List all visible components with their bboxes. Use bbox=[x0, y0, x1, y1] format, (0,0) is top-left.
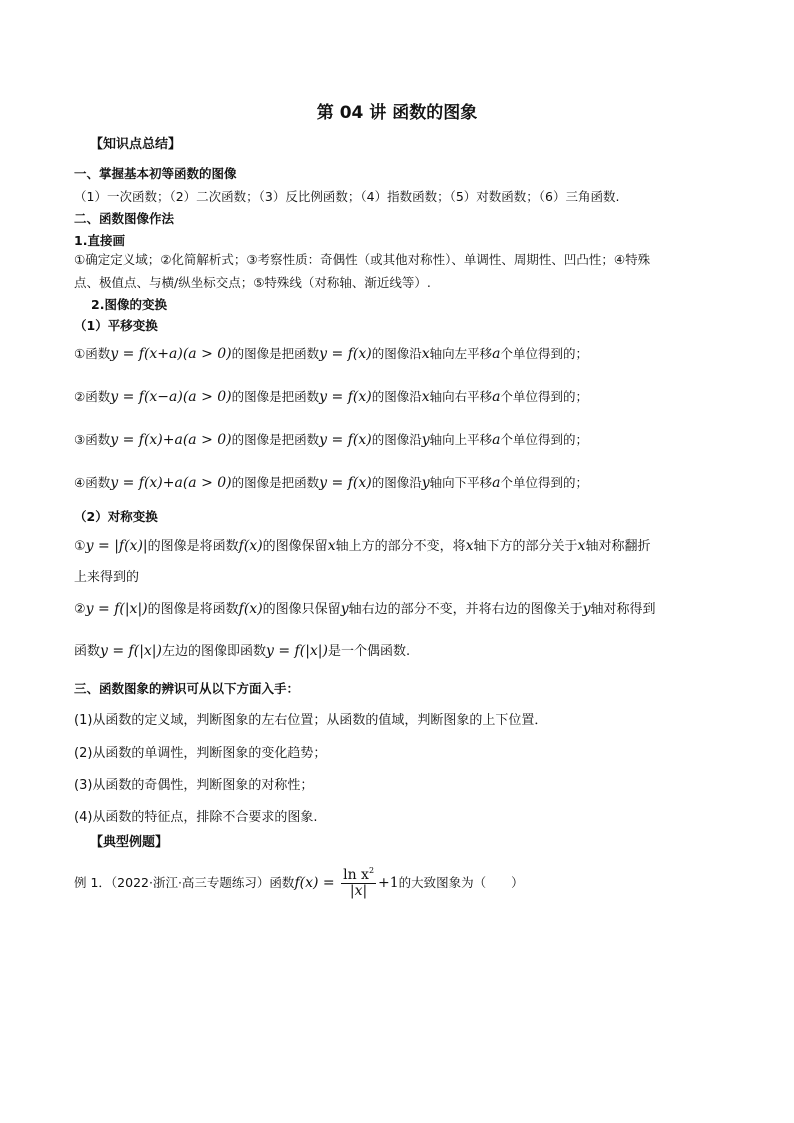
s3-item-3: (3)从函数的奇偶性，判断图象的对称性； bbox=[74, 778, 314, 793]
example-1: 例 1．（2022·浙江·高三专题练习）函数f(x) = $\frac{\ln x^2}{|x|}$ +1的大致图象为（ ） bbox=[74, 866, 524, 899]
s1-heading: 一、掌握基本初等函数的图像 bbox=[74, 166, 237, 181]
translation-item-4: ④函数y = f(x)+a(a > 0)的图像是把函数y = f(x)的图像沿y轴向下平移a个单位得到的； bbox=[74, 475, 589, 491]
s2-sub1-body-line2: 点、极值点、与横/纵坐标交点；⑤特殊线（对称轴、渐近线等）. bbox=[74, 275, 431, 290]
s3-item-4: (4)从函数的特征点，排除不合要求的图象. bbox=[74, 810, 318, 825]
s2-sub1: 1.直接画 bbox=[74, 233, 125, 248]
translation-item-3: ③函数y = f(x)+a(a > 0)的图像是把函数y = f(x)的图像沿y轴向上平移a个单位得到的； bbox=[74, 432, 589, 448]
translation-heading: （1）平移变换 bbox=[74, 318, 158, 333]
symmetry-item-1-line2: 上来得到的 bbox=[74, 570, 140, 585]
s3-item-1: (1)从函数的定义域，判断图象的左右位置；从函数的值域，判断图象的上下位置． bbox=[74, 713, 548, 728]
s2-sub2: 2.图像的变换 bbox=[91, 297, 167, 312]
example-1-fraction: $\frac{\ln x^2}{|x|}$ bbox=[343, 866, 375, 899]
s1-body: （1）一次函数；（2）二次函数；（3）反比例函数；（4）指数函数；（5）对数函数；（6）三角函数. bbox=[74, 189, 620, 204]
section-examples-heading: 【典型例题】 bbox=[90, 835, 169, 850]
translation-item-1: ①函数y = f(x+a)(a > 0)的图像是把函数y = f(x)的图像沿x轴向左平移a个单位得到的； bbox=[74, 346, 589, 362]
s2-heading: 二、函数图像作法 bbox=[74, 211, 175, 226]
symmetry-item-1: ①y = |f(x)|的图像是将函数f(x)的图像保留x轴上方的部分不变，将x轴下方的部分关于x轴对称翻折 bbox=[74, 538, 651, 554]
translation-item-2: ②函数y = f(x−a)(a > 0)的图像是把函数y = f(x)的图像沿x轴向右平移a个单位得到的； bbox=[74, 389, 589, 405]
symmetry-item-2: ②y = f(|x|)的图像是将函数f(x)的图像只保留y轴右边的部分不变，并将右边的图像关于y轴对称得到 bbox=[74, 601, 656, 617]
s2-sub1-body-line1: ①确定定义域；②化简解析式；③考察性质：奇偶性（或其他对称性）、单调性、周期性、凹凸性；④特殊 bbox=[74, 252, 651, 267]
page-title: 第 04 讲 函数的图象 bbox=[316, 103, 478, 123]
s3-item-2: (2)从函数的单调性，判断图象的变化趋势； bbox=[74, 746, 327, 761]
symmetry-heading: （2）对称变换 bbox=[74, 509, 158, 524]
section-summary-heading: 【知识点总结】 bbox=[90, 137, 182, 152]
symmetry-item-2-line2: 函数y = f(|x|)左边的图像即函数y = f(|x|)是一个偶函数. bbox=[74, 643, 411, 659]
s3-heading: 三、函数图象的辨识可从以下方面入手： bbox=[74, 681, 300, 696]
